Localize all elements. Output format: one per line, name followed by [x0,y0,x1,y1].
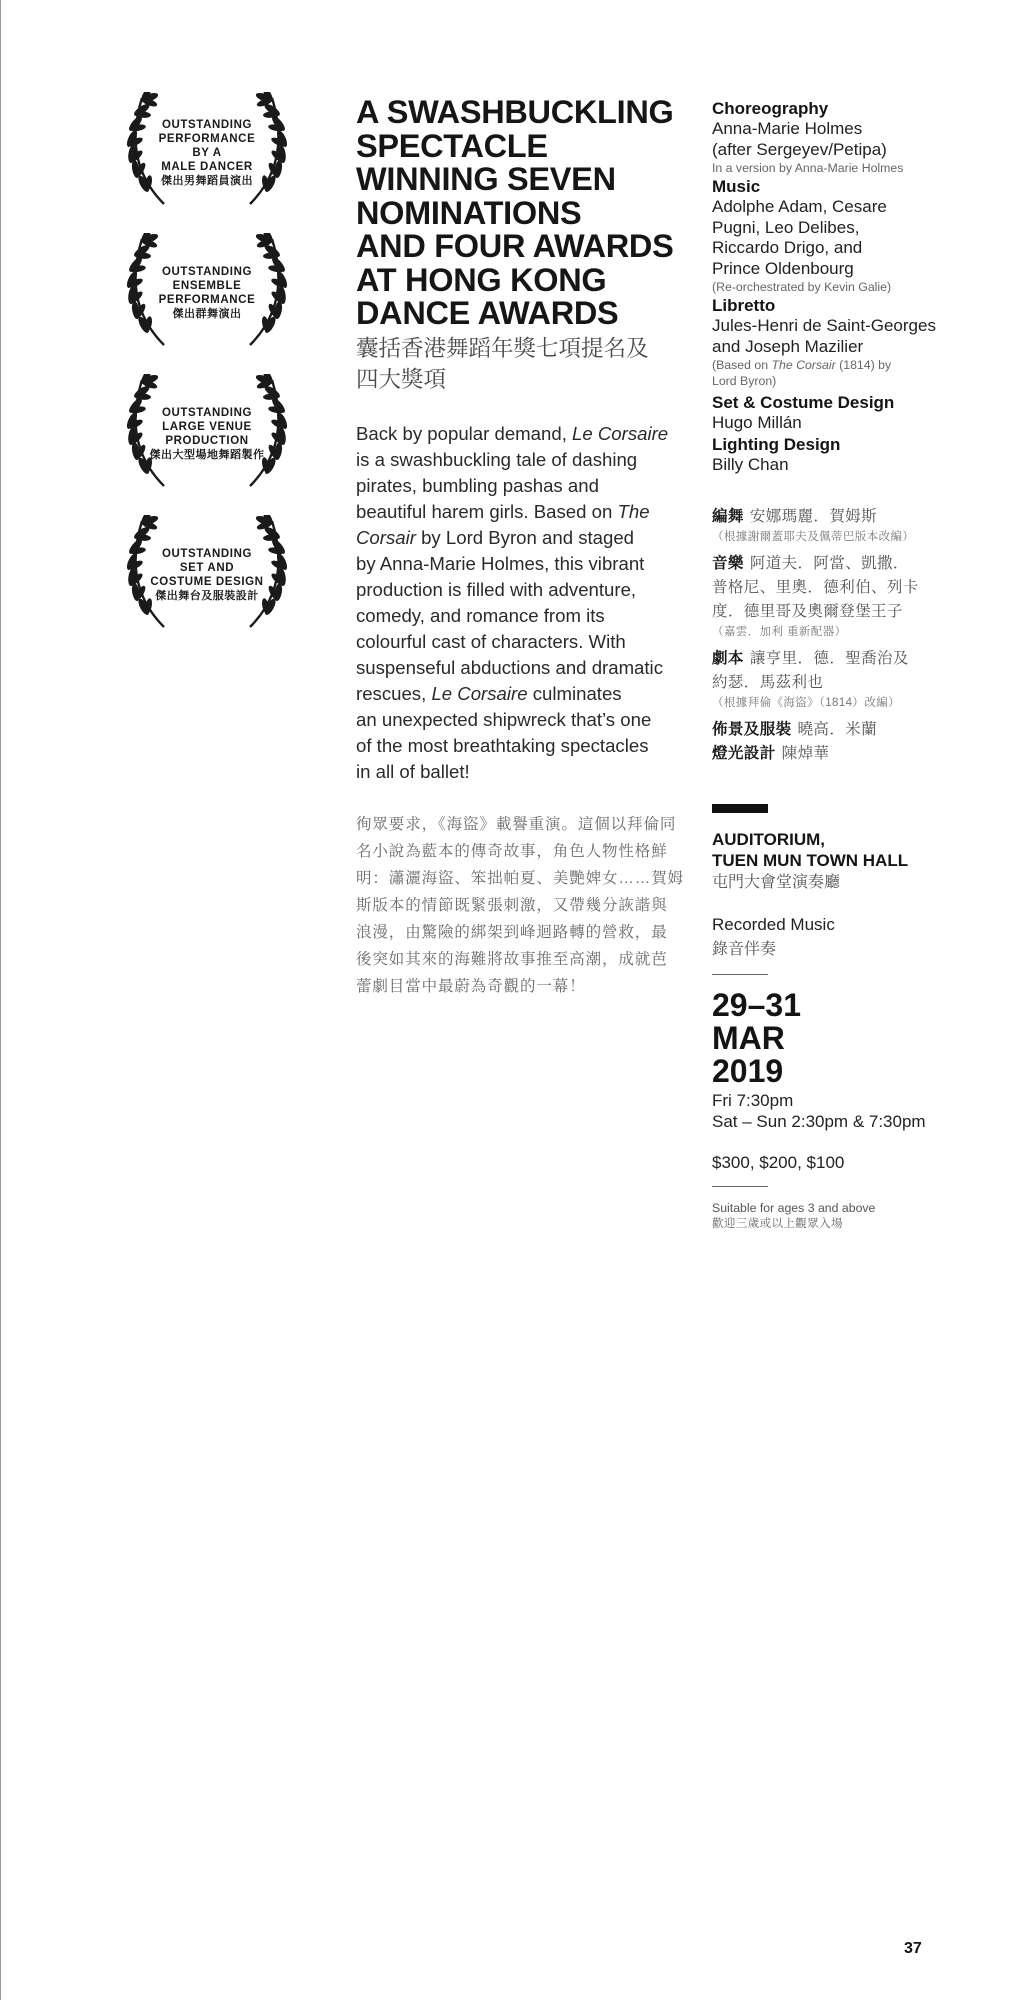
body-line: beautiful harem girls. Based on The [356,500,650,522]
headline-zh-line: 四大獎項 [356,366,447,392]
award-line: OUTSTANDING [161,407,253,419]
age-note: Suitable for ages 3 and above [712,1201,876,1215]
credit-zh-role: 佈景及服裝 [712,721,792,738]
page-number: 37 [904,1940,922,1957]
credit-zh-note: （根據拜倫《海盜》（1814）改編） [712,697,901,709]
credit-note: In a version by Anna-Marie Holmes [712,161,904,175]
award-line: BY A [192,147,222,159]
body-line: Back by popular demand, Le Corsaire [356,422,669,444]
body-line: in all of ballet! [356,760,470,782]
credit-note: (Re-orchestrated by Kevin Galie) [712,280,892,294]
credits-column [712,98,1002,1232]
credit-zh-role: 編舞 [712,508,744,525]
award-line-zh: 傑出大型場地舞蹈製作 [149,449,265,461]
headline-line: DANCE AWARDS [356,295,619,331]
body-line: rescues, Le Corsaire culminates [356,682,622,704]
credits-zh [712,505,1002,766]
award-badge [112,515,302,633]
title-italic: Le Corsaire [431,682,528,704]
award-line: OUTSTANDING [161,266,253,278]
credit-zh-row: 音樂 阿道夫．阿當、凱撒． 普格尼、里奧．德利伯、列卡 度．德里哥及奧爾登堡王子 [712,555,919,620]
award-line: LARGE VENUE [162,421,252,433]
credit-zh-note: （嘉雲．加利 重新配器） [712,626,847,638]
headline-line: WINNING SEVEN [356,161,616,197]
credit-role-set-costume: Set & Costume Design [712,393,895,412]
credit-role-music: Music [712,177,761,196]
recorded-music-zh: 錄音伴奏 [712,941,777,958]
headline-zh [356,333,686,395]
credit-value: Anna-Marie Holmes (after Sergeyev/Petipa) [712,119,887,159]
page-edge [0,0,1,2000]
body-line: suspenseful abductions and dramatic [356,656,663,678]
credit-note: (Based on The Corsair (1814) by Lord Byron) [712,358,892,388]
body-line: pirates, bumbling pashas and [356,474,599,496]
body-line: is a swashbuckling tale of dashing [356,448,638,470]
ticket-prices: $300, $200, $100 [712,1153,845,1172]
body-zh-line: 浪漫，由驚險的綁架到峰迴路轉的營救，最 [356,923,668,941]
credit-zh-row: 劇本 讓亨里．德．聖喬治及 約瑟．馬茲利也 [712,650,909,691]
performance-times: Fri 7:30pm Sat – Sun 2:30pm & 7:30pm [712,1091,926,1131]
headline-line: SPECTACLE [356,127,548,164]
award-line-zh: 傑出舞台及服裝設計 [155,590,259,602]
award-line-zh: 傑出群舞演出 [172,308,242,320]
headline-line: NOMINATIONS [356,194,582,231]
recorded-music: Recorded Music [712,915,835,934]
award-line: PRODUCTION [165,435,249,447]
headline-zh-line: 囊括香港舞蹈年獎七項提名及 [356,335,649,361]
venue-name: AUDITORIUM, TUEN MUN TOWN HALL [712,830,909,870]
credit-value: Hugo Millán [712,413,802,432]
award-badge [112,233,302,351]
body-zh-line: 斯版本的情節既緊張刺激，又帶幾分詼諧與 [356,896,668,914]
venue-name-zh: 屯門大會堂演奏廳 [712,874,841,891]
age-note-zh: 歡迎三歲或以上觀眾入場 [712,1218,843,1230]
body-line: Corsair by Lord Byron and staged [356,526,635,548]
credit-role-lighting: Lighting Design [712,434,841,454]
divider-thick [712,804,768,813]
award-line: COSTUME DESIGN [150,576,264,588]
credit-value: Billy Chan [712,454,789,474]
headline-line: AT HONG KONG [356,261,607,298]
body-zh-line: 徇眾要求，《海盜》載譽重演。這個以拜倫同 [356,815,677,833]
award-line: OUTSTANDING [161,119,253,131]
main-column [356,96,686,1000]
body-zh-line: 蕾劇目當中最蔚為奇觀的一幕！ [356,977,586,995]
credit-zh-role: 音樂 [712,555,744,572]
credit-zh-note: （根據謝爾蓋耶夫及佩蒂巴版本改編） [712,531,915,543]
performance-dates: 29–31 MAR 2019 [712,987,801,1089]
award-line: MALE DANCER [161,161,253,173]
award-badge [112,374,302,492]
body-zh-line: 明：瀟灑海盜、笨拙帕夏、美艷婢女……賀姆 [356,869,685,887]
credit-zh-row: 佈景及服裝 曉高．米蘭 燈光設計 陳焯華 [712,721,878,762]
award-line: SET AND [179,562,235,574]
award-badge [112,92,302,210]
headline-line: AND FOUR AWARDS [356,228,674,264]
award-laurels [112,92,302,656]
divider-thin [712,974,768,975]
headline-line: A SWASHBUCKLING [356,94,674,130]
credit-zh-role: 燈光設計 [712,745,776,762]
body-line: production is filled with adventure, [356,578,637,600]
body-line: colourful cast of characters. With [356,630,626,652]
credit-role-choreography: Choreography [712,99,829,118]
award-line: PERFORMANCE [158,294,256,306]
credit-role-libretto: Libretto [712,296,776,315]
title-italic: The Corsair [771,358,836,372]
body-line: an unexpected shipwreck that’s one [356,708,652,730]
body-line: by Anna-Marie Holmes, this vibrant [356,552,645,574]
credit-zh-row: 編舞 安娜瑪麗．賀姆斯 [712,508,878,525]
award-line: OUTSTANDING [161,548,253,560]
title-italic: The [617,500,650,522]
divider-thin [712,1186,768,1187]
body-line: comedy, and romance from its [356,604,605,626]
credit-zh-role: 劇本 [712,650,744,667]
body-text-zh [356,811,686,1000]
title-italic: Corsair [356,526,416,548]
body-zh-line: 名小說為藍本的傳奇故事，角色人物性格鮮 [356,842,668,860]
award-line: ENSEMBLE [172,280,242,292]
credit-value: Adolphe Adam, Cesare Pugni, Leo Delibes, Riccardo Drigo, and Prince Oldenbourg [712,197,887,278]
body-line: of the most breathtaking spectacles [356,734,649,756]
headline [356,96,686,331]
credit-value: Jules-Henri de Saint-Georges and Joseph Mazilier [712,316,936,356]
body-text-en [356,421,686,785]
award-line: PERFORMANCE [158,133,256,145]
title-italic: Le Corsaire [572,422,669,444]
award-line-zh: 傑出男舞蹈員演出 [161,175,253,187]
body-zh-line: 後突如其來的海難將故事推至高潮，成就芭 [356,950,668,968]
